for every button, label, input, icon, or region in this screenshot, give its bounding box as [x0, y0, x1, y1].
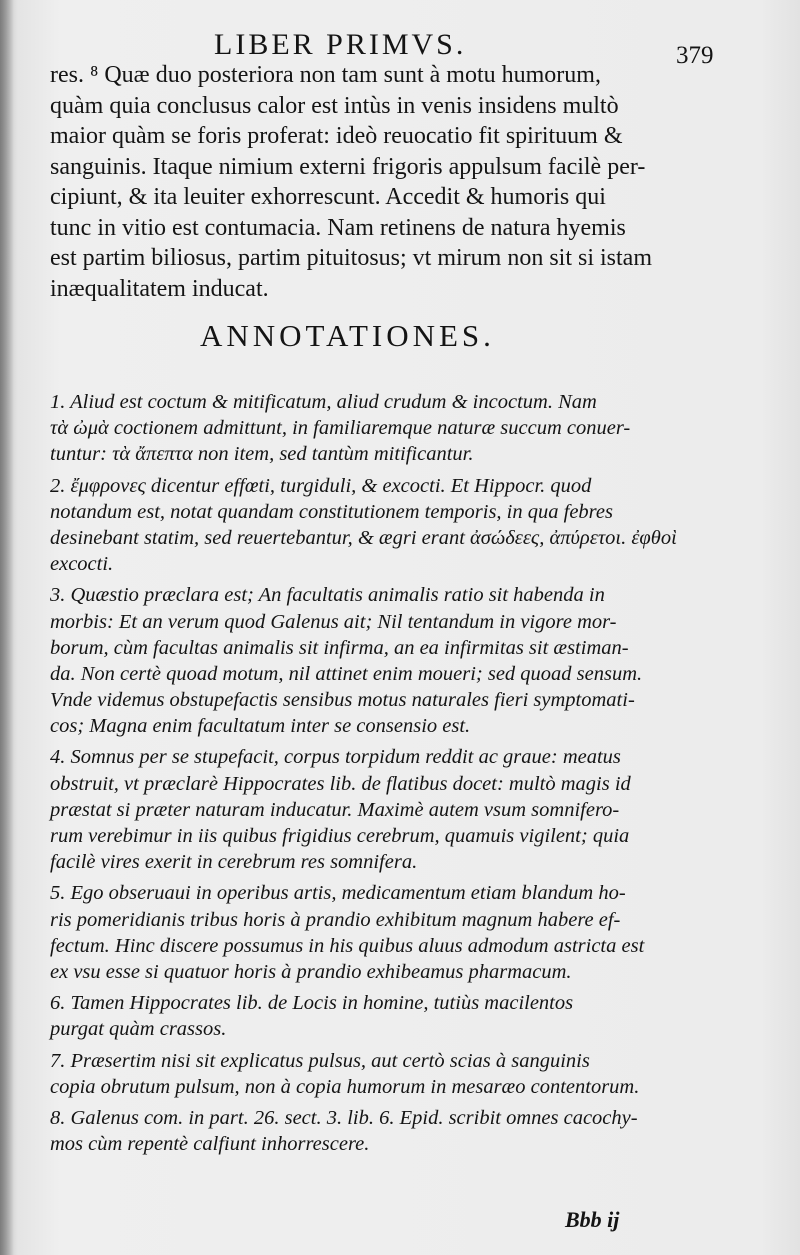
annotation-line: da. Non certè quoad motum, nil attinet enim moueri; sed quoad sensum.: [50, 662, 643, 685]
annotation-item: [50, 744, 740, 875]
annotation-line: cos; Magna enim facultatum inter se consensio est.: [50, 715, 471, 738]
annotation-line: excocti.: [50, 553, 114, 576]
annotation-line: 1. Aliud est coctum & mitificatum, aliud crudum & incoctum. Nam: [50, 391, 597, 413]
annotation-item: [50, 389, 740, 468]
body-line: quàm quia conclusus calor est intùs in venis insidens multò: [50, 92, 619, 119]
running-title: LIBER PRIMVS.: [214, 28, 467, 61]
annotation-line: τὰ ὠμὰ coctionem admittunt, in familiaremque naturæ succum conuer-: [50, 417, 631, 440]
annotation-item: [50, 990, 740, 1042]
annotation-line: facilè vires exerit in cerebrum res somnifera.: [50, 851, 418, 874]
annotation-line: 4. Somnus per se stupefacit, corpus torpidum reddit ac graue: meatus: [50, 746, 621, 769]
annotation-line: morbis: Et an verum quod Galenus ait; Nil tentandum in vigore mor-: [50, 610, 617, 633]
annotation-line: ex vsu esse si quatuor horis à prandio exhibeamus pharmacum.: [50, 960, 572, 983]
section-heading: ANNOTATIONES.: [200, 318, 495, 353]
signature-mark: Bbb ij: [565, 1207, 620, 1232]
annotation-line: 2. ἔμφρονες dicentur effœti, turgiduli, & excocti. Et Hippocr. quod: [50, 474, 592, 497]
annotations-list: [50, 389, 740, 1162]
annotation-item: [50, 880, 740, 985]
annotation-line: rum verebimur in iis quibus frigidius cerebrum, quamuis vigilent; quia: [50, 825, 630, 847]
annotation-line: notandum est, notat quandam constitutionem temporis, in qua febres: [50, 500, 613, 523]
annotation-line: purgat quàm crassos.: [50, 1018, 227, 1041]
body-line: est partim biliosus, partim pituitosus; vt mirum non sit si istam: [50, 245, 653, 271]
body-line: tunc in vitio est contumacia. Nam retinens de natura hyemis: [50, 214, 626, 241]
annotation-item: [50, 473, 740, 578]
annotation-line: 7. Præsertim nisi sit explicatus pulsus, aut certò scias à sanguinis: [50, 1049, 590, 1072]
annotation-line: copia obrutum pulsum, non à copia humorum in mesaræo contentorum.: [50, 1075, 640, 1098]
page-number: 379: [676, 42, 714, 69]
annotation-line: mos cùm repentè calfiunt inhorrescere.: [50, 1133, 370, 1156]
body-line: res. ⁸ Quæ duo posteriora non tam sunt à motu humorum,: [50, 62, 601, 88]
body-line: sanguinis. Itaque nimium externi frigoris appulsum facilè per-: [50, 153, 646, 180]
annotation-item: [50, 1105, 740, 1157]
annotation-line: borum, cùm facultas animalis sit infirma, an ea infirmitas sit æstiman-: [50, 636, 629, 659]
annotation-item: [50, 582, 740, 739]
annotation-line: 6. Tamen Hippocrates lib. de Locis in homine, tutiùs macilentos: [50, 992, 574, 1015]
annotation-line: desinebant statim, sed reuertebantur, & ægri erant ἀσώδεες, ἀπύρετοι. ἐφθοὶ: [50, 526, 677, 549]
annotation-line: ris pomeridianis tribus horis à prandio exhibitum magnum habere ef-: [50, 908, 621, 931]
annotation-line: 5. Ego obseruaui in operibus artis, medicamentum etiam blandum ho-: [50, 882, 626, 905]
annotation-line: præstat si præter naturam inducatur. Maximè autem vsum somnifero-: [50, 798, 620, 821]
body-line: cipiunt, & ita leuiter exhorrescunt. Accedit & humoris qui: [50, 184, 606, 210]
annotation-line: fectum. Hinc discere possumus in his quibus aluus admodum astricta est: [50, 934, 645, 957]
annotation-line: 8. Galenus com. in part. 26. sect. 3. lib. 6. Epid. scribit omnes cacochy-: [50, 1106, 638, 1129]
annotation-line: 3. Quæstio præclara est; An facultatis animalis ratio sit habenda in: [50, 584, 605, 607]
annotation-line: obstruit, vt præclarè Hippocrates lib. de flatibus docet: multò magis id: [50, 772, 631, 795]
annotation-line: Vnde videmus obstupefactis sensibus motus naturales fieri symptomati-: [50, 689, 635, 712]
body-line: inæqualitatem inducat.: [50, 275, 269, 302]
body-text: [50, 60, 740, 304]
gutter-shadow: [0, 0, 14, 1255]
annotation-line: tuntur: τὰ ἄπεπτα non item, sed tantùm mitificantur.: [50, 443, 474, 466]
annotation-item: [50, 1048, 740, 1100]
body-line: maior quàm se foris proferat: ideò reuocatio fit spirituum &: [50, 123, 623, 149]
